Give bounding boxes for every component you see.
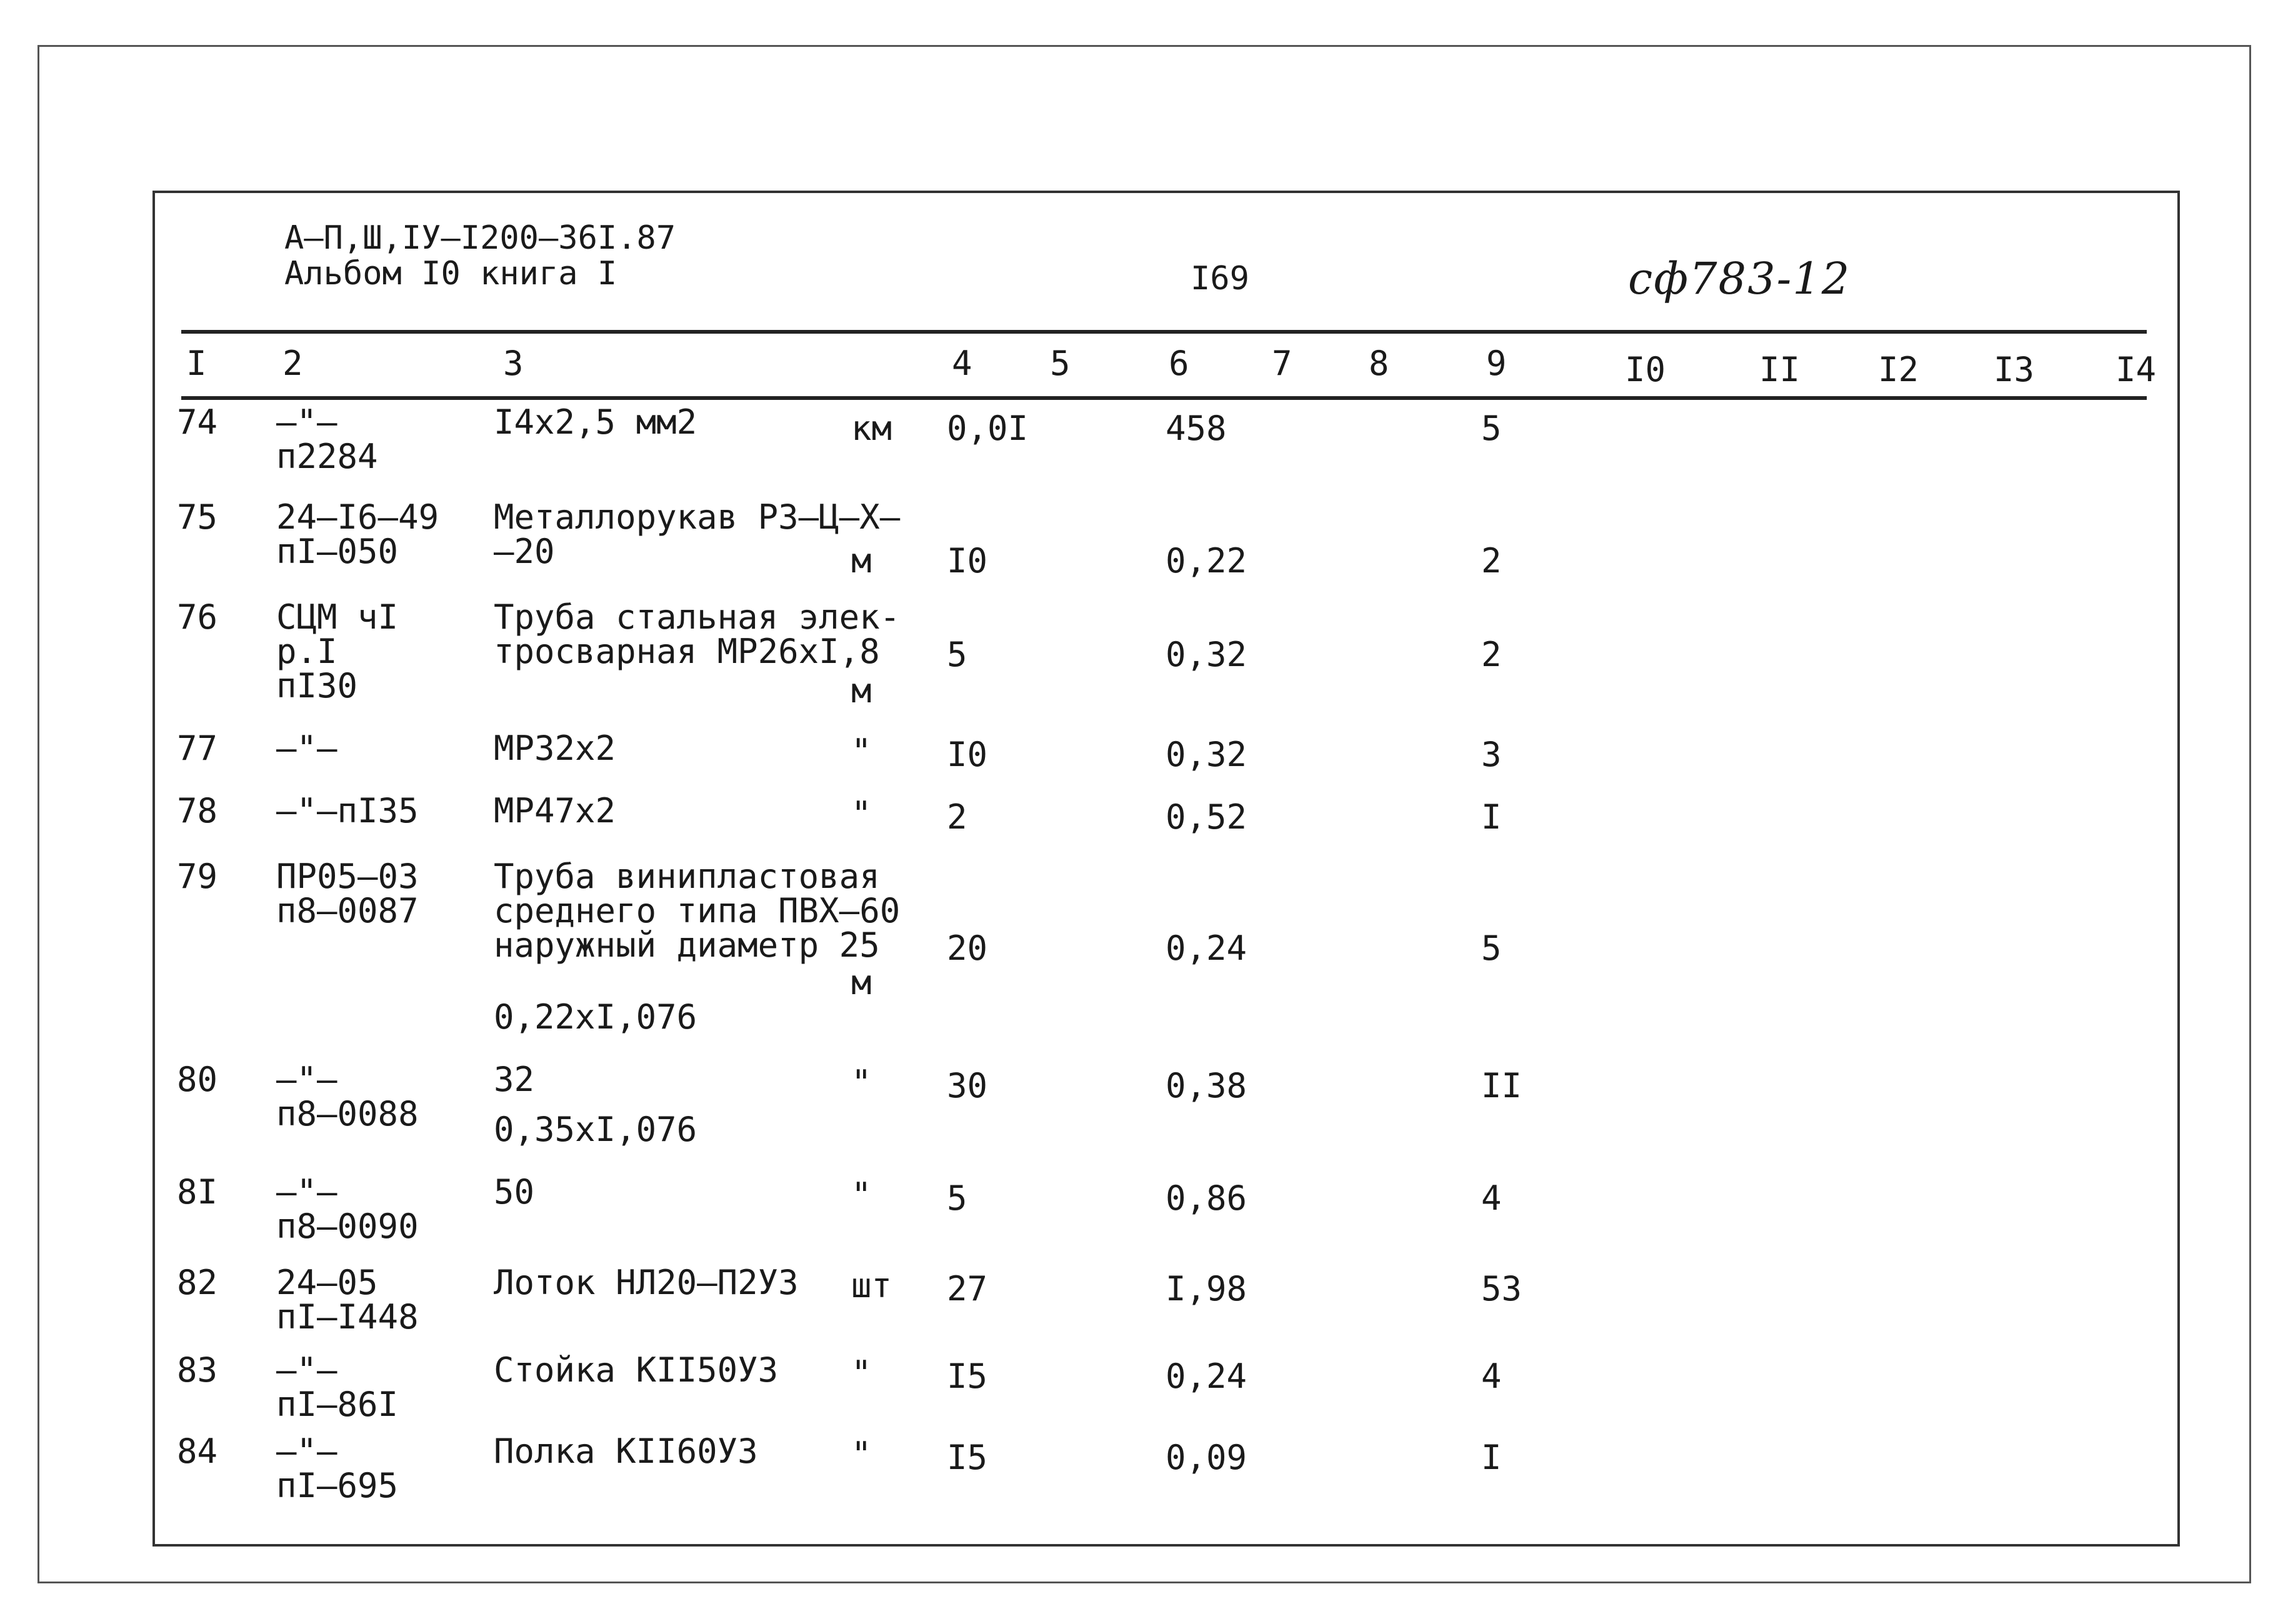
column-header-8: 8 — [1369, 344, 1389, 383]
row-quantity: 5 — [947, 635, 967, 674]
row-col6-value: 0,24 — [1166, 1357, 1247, 1396]
row-reference-code: –"–пІ35 — [276, 791, 419, 830]
row-item-name: Металлорукав РЗ–Ц–Х– –20 — [494, 497, 901, 571]
row-col6-value: 0,32 — [1166, 635, 1247, 674]
row-unit: шт — [851, 1266, 892, 1305]
column-header-3: 3 — [503, 344, 524, 383]
row-reference-code: СЦМ чІ р.І пІ30 — [276, 597, 399, 705]
row-reference-code: –"– — [276, 729, 337, 768]
row-item-name: І4х2,5 мм2 — [494, 402, 697, 442]
row-number: 80 — [177, 1060, 218, 1099]
row-col6-value: 0,22 — [1166, 541, 1247, 580]
row-reference-code: –"– п2284 — [276, 402, 378, 476]
row-quantity: 0,0І — [947, 409, 1029, 448]
row-number: 83 — [177, 1350, 218, 1390]
row-number: 82 — [177, 1263, 218, 1302]
table-top-rule — [181, 330, 2147, 334]
row-item-name: МР32х2 — [494, 729, 616, 768]
document-code: сф783-12 — [1628, 253, 1851, 304]
row-reference-code: –"– пІ–86І — [276, 1350, 399, 1424]
column-header-1: І — [186, 344, 207, 383]
row-unit: м — [851, 541, 872, 580]
row-quantity: 30 — [947, 1066, 988, 1105]
column-header-4: 4 — [952, 344, 972, 383]
row-reference-code: –"– п8–0088 — [276, 1060, 419, 1133]
column-header-6: 6 — [1169, 344, 1189, 383]
row-item-name: МР47х2 — [494, 791, 616, 830]
row-unit: м — [851, 671, 872, 710]
row-number: 8І — [177, 1172, 218, 1212]
row-col9-value: 3 — [1481, 735, 1502, 774]
row-col9-value: 5 — [1481, 929, 1502, 968]
row-col9-value: 4 — [1481, 1178, 1502, 1218]
column-header-2: 2 — [282, 344, 303, 383]
row-reference-code: –"– п8–0090 — [276, 1172, 419, 1246]
row-col6-value: 0,24 — [1166, 929, 1247, 968]
row-item-name: Стойка КІІ50УЗ — [494, 1350, 779, 1390]
row-col9-value: ІІ — [1481, 1066, 1522, 1105]
row-quantity: І5 — [947, 1357, 988, 1396]
row-number: 78 — [177, 791, 218, 830]
row-unit: " — [851, 1435, 872, 1474]
row-number: 77 — [177, 729, 218, 768]
row-col9-value: 2 — [1481, 541, 1502, 580]
row-unit: " — [851, 1175, 872, 1215]
row-col9-value: 2 — [1481, 635, 1502, 674]
row-unit: м — [851, 963, 872, 1002]
row-quantity: 5 — [947, 1178, 967, 1218]
page-number: І69 — [1191, 260, 1249, 297]
column-header-12: І2 — [1878, 350, 1919, 389]
row-quantity: І5 — [947, 1438, 988, 1477]
row-unit: " — [851, 732, 872, 771]
row-unit: " — [851, 1063, 872, 1102]
row-col9-value: 5 — [1481, 409, 1502, 448]
row-item-name: Лоток НЛ20–П2УЗ — [494, 1263, 799, 1302]
row-col6-value: 0,09 — [1166, 1438, 1247, 1477]
row-col6-value: 0,32 — [1166, 735, 1247, 774]
row-reference-code: –"– пІ–695 — [276, 1432, 399, 1505]
table-header-rule — [181, 396, 2147, 400]
row-unit: км — [851, 409, 892, 448]
row-unit: " — [851, 794, 872, 834]
row-item-name: 32 — [494, 1060, 535, 1099]
row-col6-value: 458 — [1166, 409, 1227, 448]
row-number: 75 — [177, 497, 218, 537]
row-number: 79 — [177, 857, 218, 896]
row-quantity: 20 — [947, 929, 988, 968]
row-quantity: І0 — [947, 541, 988, 580]
album-title: Альбом І0 книга І — [284, 255, 617, 292]
column-header-13: І3 — [1994, 350, 2035, 389]
row-col9-value: І — [1481, 1438, 1502, 1477]
row-reference-code: ПР05–03 п8–0087 — [276, 857, 419, 930]
row-item-name: Труба винипластовая среднего типа ПВХ–60 наружный диаметр 25 — [494, 857, 901, 965]
row-number: 84 — [177, 1432, 218, 1471]
row-col9-value: 53 — [1481, 1269, 1522, 1308]
row-item-name: 50 — [494, 1172, 535, 1212]
column-header-10: І0 — [1625, 350, 1666, 389]
column-header-7: 7 — [1272, 344, 1292, 383]
row-item-name-extra: 0,35хІ,076 — [494, 1110, 697, 1149]
row-item-name: Труба стальная элек- тросварная МР26хІ,8 — [494, 597, 901, 671]
column-header-5: 5 — [1050, 344, 1071, 383]
column-header-9: 9 — [1486, 344, 1507, 383]
row-col9-value: І — [1481, 797, 1502, 837]
row-unit: " — [851, 1353, 872, 1393]
column-header-14: І4 — [2116, 350, 2157, 389]
row-reference-code: 24–05 пІ–І448 — [276, 1263, 419, 1337]
row-item-name-extra: 0,22хІ,076 — [494, 997, 697, 1037]
row-quantity: І0 — [947, 735, 988, 774]
row-item-name: Полка КІІ60УЗ — [494, 1432, 758, 1471]
row-col6-value: І,98 — [1166, 1269, 1247, 1308]
document-designation: А–П,Ш,ІУ–І200–36І.87 — [284, 219, 676, 257]
column-header-11: ІІ — [1759, 350, 1801, 389]
document-frame — [152, 191, 2180, 1547]
row-number: 74 — [177, 402, 218, 442]
row-col6-value: 0,38 — [1166, 1066, 1247, 1105]
row-quantity: 27 — [947, 1269, 988, 1308]
row-quantity: 2 — [947, 797, 967, 837]
row-number: 76 — [177, 597, 218, 637]
row-col6-value: 0,86 — [1166, 1178, 1247, 1218]
row-col6-value: 0,52 — [1166, 797, 1247, 837]
row-col9-value: 4 — [1481, 1357, 1502, 1396]
row-reference-code: 24–І6–49 пІ–050 — [276, 497, 439, 571]
